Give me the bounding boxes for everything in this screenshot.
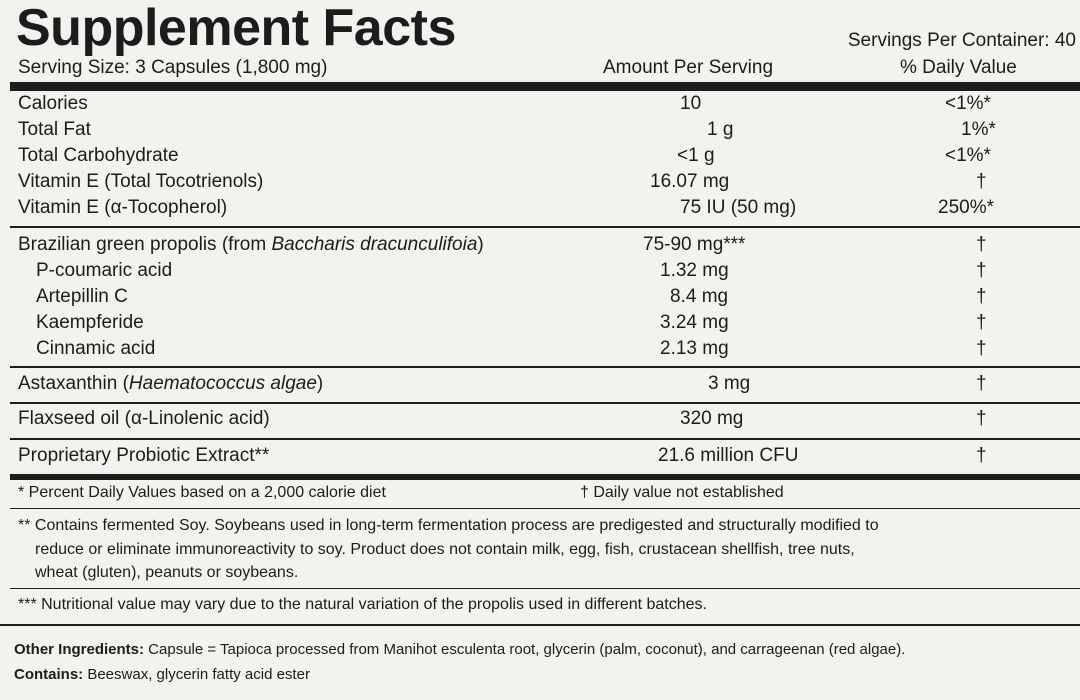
astaxanthin-row: [18, 373, 1080, 399]
propolis-daily-value: †: [976, 234, 987, 255]
soy-footnote-line-2: reduce or eliminate immunoreactivity to soy. Product does not contain milk, egg, fish, crustacean shellfish, tree nuts,: [35, 541, 855, 558]
thick-divider: [10, 82, 1080, 91]
other-ingredients: [14, 639, 905, 661]
column-header-amount: Amount Per Serving: [603, 57, 774, 78]
divider: [10, 366, 1080, 368]
soy-footnote-line-1: ** Contains fermented Soy. Soybeans used in long-term fermentation process are predigested and structurally modified to: [18, 517, 879, 534]
flaxseed-name: Flaxseed oil (α-Linolenic acid): [18, 408, 270, 429]
astaxanthin-daily-value: †: [976, 373, 987, 394]
servings-per-container: Servings Per Container: 40: [847, 30, 1076, 51]
nutrient-row: [18, 171, 1080, 197]
nutrient-row: [18, 197, 1080, 223]
contains-line: [14, 664, 310, 686]
nutrient-amount: <1 g: [677, 145, 715, 166]
divider: [10, 226, 1080, 228]
nutrient-name: Total Fat: [18, 119, 91, 140]
astaxanthin-name: Astaxanthin (Haematococcus algae): [18, 373, 324, 394]
other-ingredients-label: Other Ingredients:: [14, 641, 145, 658]
other-ingredients-text: Capsule = Tapioca processed from Manihot esculenta root, glycerin (palm, coconut), and carrageenan (red algae).: [144, 641, 906, 658]
panel-title: Supplement Facts: [16, 0, 456, 57]
nutrient-row: [18, 93, 1080, 119]
component-amount: 8.4 mg: [670, 286, 729, 307]
component-daily-value: †: [976, 286, 987, 307]
nutrient-daily-value: 250%*: [938, 197, 994, 218]
divider: [10, 588, 1080, 589]
divider: [10, 402, 1080, 404]
divider: [10, 508, 1080, 509]
divider: [10, 438, 1080, 440]
flaxseed-daily-value: †: [976, 408, 987, 429]
propolis-name: Brazilian green propolis (from Baccharis dracunculifoia): [18, 234, 484, 255]
nutrient-amount: 16.07 mg: [650, 171, 730, 192]
component-amount: 3.24 mg: [660, 312, 729, 333]
flaxseed-amount: 320 mg: [680, 408, 744, 429]
divider: [0, 624, 1080, 626]
nutrient-amount: 75 IU (50 mg): [680, 197, 797, 218]
component-amount: 1.32 mg: [660, 260, 729, 281]
probiotic-amount: 21.6 million CFU: [658, 445, 799, 466]
component-daily-value: †: [976, 312, 987, 333]
astaxanthin-species: Haematococcus algae: [128, 373, 317, 394]
component-name: Kaempferide: [36, 312, 144, 333]
nutrient-name: Vitamin E (α-Tocopherol): [18, 197, 228, 218]
nutrient-daily-value: <1%*: [945, 93, 991, 114]
dagger-footnote: † Daily value not established: [580, 484, 784, 501]
nutrient-amount: 10: [680, 93, 702, 114]
nutrient-name: Vitamin E (Total Tocotrienols): [18, 171, 264, 192]
nutrient-daily-value: <1%*: [945, 145, 991, 166]
soy-footnote-line-3: wheat (gluten), peanuts or soybeans.: [35, 564, 299, 581]
nutrient-row: [18, 119, 1080, 145]
propolis-amount: 75-90 mg***: [643, 234, 746, 255]
probiotic-daily-value: †: [976, 445, 987, 466]
component-name: Cinnamic acid: [36, 338, 156, 359]
component-row: [18, 286, 1080, 312]
propolis-row: [18, 234, 1080, 260]
serving-size: Serving Size: 3 Capsules (1,800 mg): [18, 57, 328, 78]
propolis-footnote: *** Nutritional value may vary due to the natural variation of the propolis used in different batches.: [18, 596, 707, 613]
component-name: P-coumaric acid: [36, 260, 173, 281]
component-amount: 2.13 mg: [660, 338, 729, 359]
component-daily-value: †: [976, 260, 987, 281]
nutrient-daily-value: 1%*: [961, 119, 996, 140]
astaxanthin-amount: 3 mg: [708, 373, 751, 394]
nutrient-daily-value: †: [976, 171, 987, 192]
component-row: [18, 260, 1080, 286]
flaxseed-row: [18, 408, 1080, 434]
component-row: [18, 312, 1080, 338]
nutrient-amount: 1 g: [707, 119, 734, 140]
contains-text: Beeswax, glycerin fatty acid ester: [83, 666, 310, 683]
daily-value-footnote: * Percent Daily Values based on a 2,000 calorie diet: [18, 484, 386, 501]
propolis-species: Baccharis dracunculifoia: [271, 234, 478, 255]
column-header-daily-value: % Daily Value: [900, 57, 1017, 78]
nutrient-row: [18, 145, 1080, 171]
nutrient-name: Calories: [18, 93, 88, 114]
probiotic-name: Proprietary Probiotic Extract**: [18, 445, 270, 466]
contains-label: Contains:: [14, 666, 84, 683]
probiotic-row: [18, 445, 1080, 471]
nutrient-name: Total Carbohydrate: [18, 145, 179, 166]
thick-divider: [10, 474, 1080, 480]
component-row: [18, 338, 1080, 364]
component-name: Artepillin C: [36, 286, 128, 307]
component-daily-value: †: [976, 338, 987, 359]
